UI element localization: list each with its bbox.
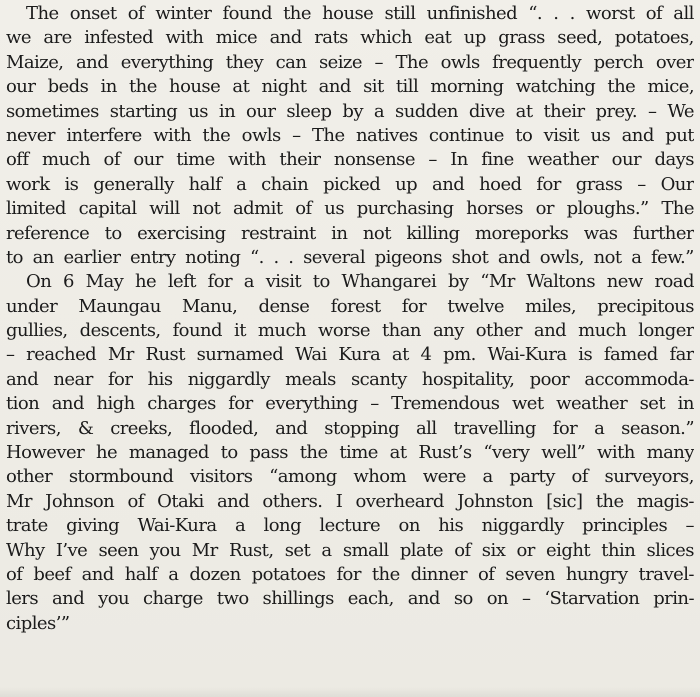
text-line: Mr Johnson of Otaki and others. I overheard Johnston [sic] the magis- — [6, 490, 694, 512]
text-line: our beds in the house at night and sit till morning watching the mice, — [6, 76, 694, 98]
text-line: other stormbound visitors “among whom were a party of surveyors, — [6, 466, 694, 488]
text-line: sometimes starting us in our sleep by a sudden dive at their prey. – We — [6, 100, 694, 122]
text-line: limited capital will not admit of us purchasing horses or ploughs.” The — [6, 198, 694, 220]
text-line: On 6 May he left for a visit to Whangarei by “Mr Waltons new road — [26, 271, 694, 293]
text-line: rivers, & creeks, flooded, and stopping all travelling for a season.” — [6, 417, 694, 439]
text-line: reference to exercising restraint in not killing moreporks was further — [6, 222, 694, 244]
text-line: However he managed to pass the time at Rust’s “very well” with many — [6, 442, 694, 464]
text-line: tion and high charges for everything – Tremendous wet weather set in — [6, 393, 694, 415]
body-text — [6, 2, 694, 636]
text-line: under Maungau Manu, dense forest for twelve miles, precipitous — [6, 295, 694, 317]
text-line: – reached Mr Rust surnamed Wai Kura at 4 pm. Wai-Kura is famed far — [6, 344, 694, 366]
text-line: work is generally half a chain picked up and hoed for grass – Our — [6, 173, 694, 195]
text-line: Maize, and everything they can seize – The owls frequently perch over — [6, 51, 694, 73]
text-line: off much of our time with their nonsense – In fine weather our days — [6, 149, 694, 171]
text-line: of beef and half a dozen potatoes for the dinner of seven hungry travel- — [6, 563, 694, 585]
text-line: we are infested with mice and rats which eat up grass seed, potatoes, — [6, 27, 694, 49]
text-line: The onset of winter found the house still unfinished “. . . worst of all — [26, 3, 694, 24]
page-edge-shadow — [0, 687, 700, 697]
text-line: to an earlier entry noting “. . . several pigeons shot and owls, not a few.” — [6, 246, 694, 268]
text-line: gullies, descents, found it much worse than any other and much longer — [6, 320, 694, 342]
text-line: trate giving Wai-Kura a long lecture on his niggardly principles – — [6, 515, 694, 537]
text-line: ciples’” — [6, 612, 70, 634]
text-line: never interfere with the owls – The natives continue to visit us and put — [6, 124, 694, 146]
text-line: and near for his niggardly meals scanty hospitality, poor accommoda- — [6, 368, 694, 390]
text-line: lers and you charge two shillings each, and so on – ‘Starvation prin- — [6, 588, 694, 610]
text-line: Why I’ve seen you Mr Rust, set a small plate of six or eight thin slices — [6, 539, 694, 561]
